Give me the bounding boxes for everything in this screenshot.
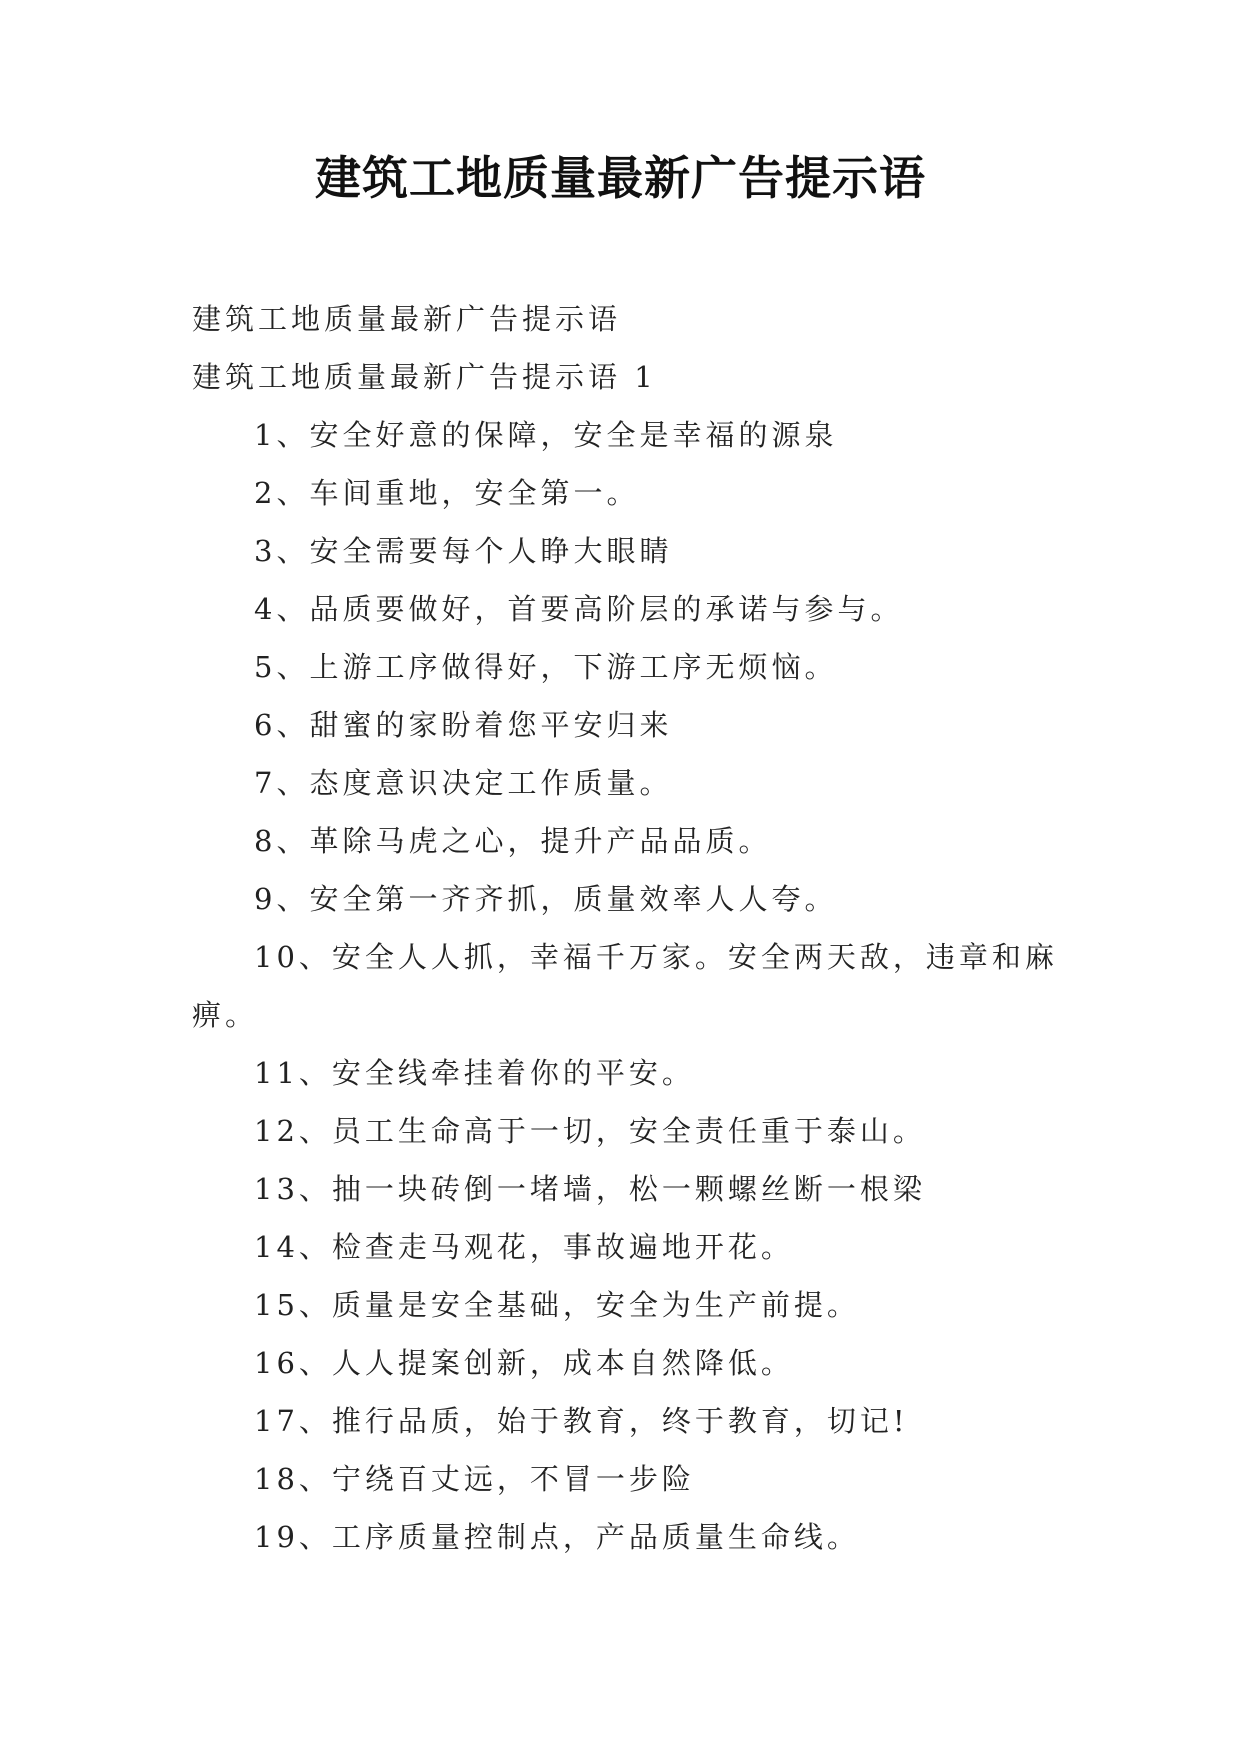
list-item: 16、人人提案创新，成本自然降低。 [254,1346,794,1380]
section-heading: 建筑工地质量最新广告提示语 1 [192,360,657,394]
list-item: 14、检查走马观花，事故遍地开花。 [254,1230,794,1264]
list-item: 4、品质要做好，首要高阶层的承诺与参与。 [254,592,904,626]
list-item: 17、推行品质，始于教育，终于教育，切记! [254,1404,909,1438]
list-item: 7、态度意识决定工作质量。 [254,766,673,800]
list-item: 8、革除马虎之心，提升产品品质。 [254,824,772,858]
list-item: 10、安全人人抓，幸福千万家。安全两天敌，违章和麻痹。 [192,940,1058,1032]
list-item: 18、宁绕百丈远，不冒一步险 [254,1462,695,1496]
list-item: 3、安全需要每个人睁大眼睛 [254,534,673,568]
list-item: 11、安全线牵挂着你的平安。 [254,1056,695,1090]
document-body [192,290,1062,1566]
list-item: 5、上游工序做得好，下游工序无烦恼。 [254,650,838,684]
list-item: 2、车间重地，安全第一。 [254,476,640,510]
list-item: 9、安全第一齐齐抓，质量效率人人夸。 [254,882,838,916]
list-item: 19、工序质量控制点，产品质量生命线。 [254,1520,860,1554]
list-item: 6、甜蜜的家盼着您平安归来 [254,708,673,742]
list-item: 15、质量是安全基础，安全为生产前提。 [254,1288,860,1322]
list-item: 1、安全好意的保障，安全是幸福的源泉 [254,418,838,452]
list-item: 12、员工生命高于一切，安全责任重于泰山。 [254,1114,926,1148]
document-title: 建筑工地质量最新广告提示语 [315,151,926,205]
heading-line: 建筑工地质量最新广告提示语 [192,302,622,336]
list-item: 13、抽一块砖倒一堵墙，松一颗螺丝断一根梁 [254,1172,926,1206]
